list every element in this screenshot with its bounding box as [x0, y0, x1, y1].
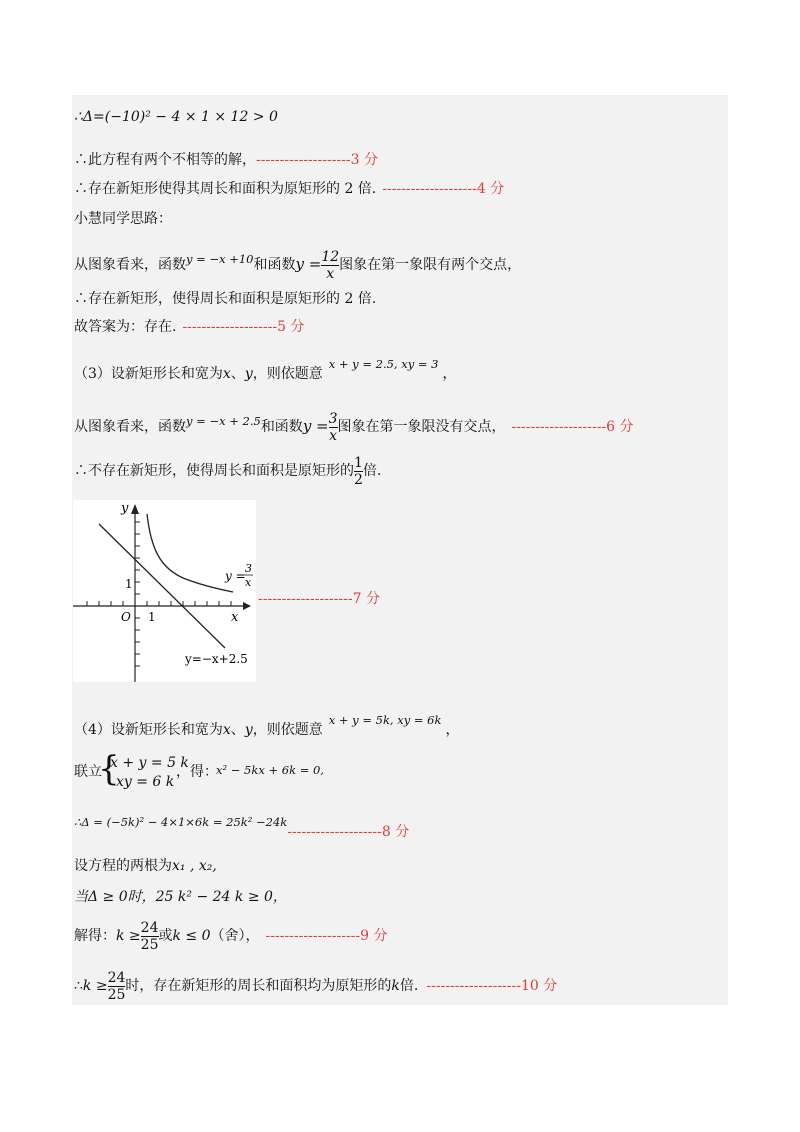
two-roots-line: ∴此方程有两个不相等的解，--------------------3 分: [74, 152, 378, 168]
score-7: --------------------7 分: [258, 591, 380, 607]
score-10: --------------------10 分: [426, 978, 558, 994]
answer-line: 故答案为：存在. --------------------5 分: [74, 319, 305, 335]
curve-label-den: x: [245, 576, 252, 589]
fraction-1-over-2: $\frac{1}{2}$: [354, 454, 363, 488]
score-3: --------------------3 分: [256, 152, 378, 168]
hyperbola-graph: [147, 514, 233, 592]
part3-setup-line: （3）设新矩形长和宽为x、y，则依题意$^{x + y = 2.5, xy = 3}$，: [74, 357, 457, 382]
fraction-3-over-x: $\frac{3}{x}$: [328, 410, 338, 444]
y-tick-1-label: 1: [125, 577, 133, 591]
origin-label: O: [121, 610, 131, 624]
line-label: y=−x+2.5: [185, 652, 248, 666]
score-5: --------------------5 分: [182, 319, 305, 335]
not-exist-line: ∴不存在新矩形，使得周长和面积是原矩形的 $\frac{1}{2}$ 倍.: [74, 454, 382, 488]
score-6: --------------------6 分: [511, 419, 634, 435]
delta-k-line: $^{\therefore\Delta = (-5k)^2 - 4\times 1\times 6k = 25k^2 -24k}$--------------------8 分: [74, 815, 410, 840]
discriminant-line: ∴Δ=(−10)² − 4 × 1 × 12 > 0: [74, 109, 278, 125]
part4-setup-line: （4）设新矩形长和宽为x、y，则依题意$^{x + y = 5k, xy = 6k}$，: [74, 713, 460, 738]
x-ticks: [87, 601, 231, 606]
score-4: --------------------4 分: [382, 181, 505, 197]
x-axis-label: x: [231, 610, 239, 625]
score-8: --------------------8 分: [287, 824, 410, 840]
y-ticks: [135, 522, 140, 666]
brace: {: [98, 749, 120, 789]
roots-line: 设方程的两根为x₁ , x₂,: [74, 858, 217, 874]
score-9: --------------------9 分: [265, 928, 388, 944]
graph-svg: [73, 500, 256, 682]
curve-label-y: y =: [225, 569, 246, 583]
solution-k-line: 解得：k ≥ $\frac{24}{25}$ 或k ≤ 0（舍）， --------------------9 分: [74, 919, 388, 953]
x-tick-1-label: 1: [148, 610, 156, 624]
curve-label-num: 3: [245, 562, 252, 575]
xiaohui-heading: 小慧同学思路：: [74, 211, 172, 227]
fraction-24-over-25-b: $\frac{24}{25}$: [107, 969, 126, 1003]
conclusion-line: ∴k ≥ $\frac{24}{25}$ 时，存在新矩形的周长和面积均为原矩形的k倍. --------------------10 分: [74, 969, 558, 1003]
y-axis-label: y: [121, 501, 129, 516]
fraction-24-over-25: $\frac{24}{25}$: [140, 919, 159, 953]
exists-line: ∴存在新矩形使得其周长和面积为原矩形的 2 倍. --------------------4 分: [74, 181, 505, 197]
score-7-line: [258, 590, 380, 608]
condition-line: 当Δ ≥ 0时，25 k² − 24 k ≥ 0，: [74, 889, 287, 905]
y-axis-arrow: [131, 504, 139, 514]
function-graph: [73, 500, 256, 682]
exists-line-2: ∴存在新矩形，使得周长和面积是原矩形的 2 倍.: [74, 291, 377, 307]
graph-view-line-2: 从图象看来，函数$^{y = -x + 2.5}$和函数y = $\frac{3}{x}$ 图象在第一象限没有交点， --------------------6 分: [74, 410, 634, 444]
x-axis-arrow: [243, 602, 251, 610]
fraction-12-over-x: $\frac{12}{x}$: [321, 248, 340, 282]
graph-view-line-1: 从图象看来，函数$^{y = -x +10}$和函数y = $\frac{12}{x}$ 图象在第一象限有两个交点，: [74, 248, 522, 282]
